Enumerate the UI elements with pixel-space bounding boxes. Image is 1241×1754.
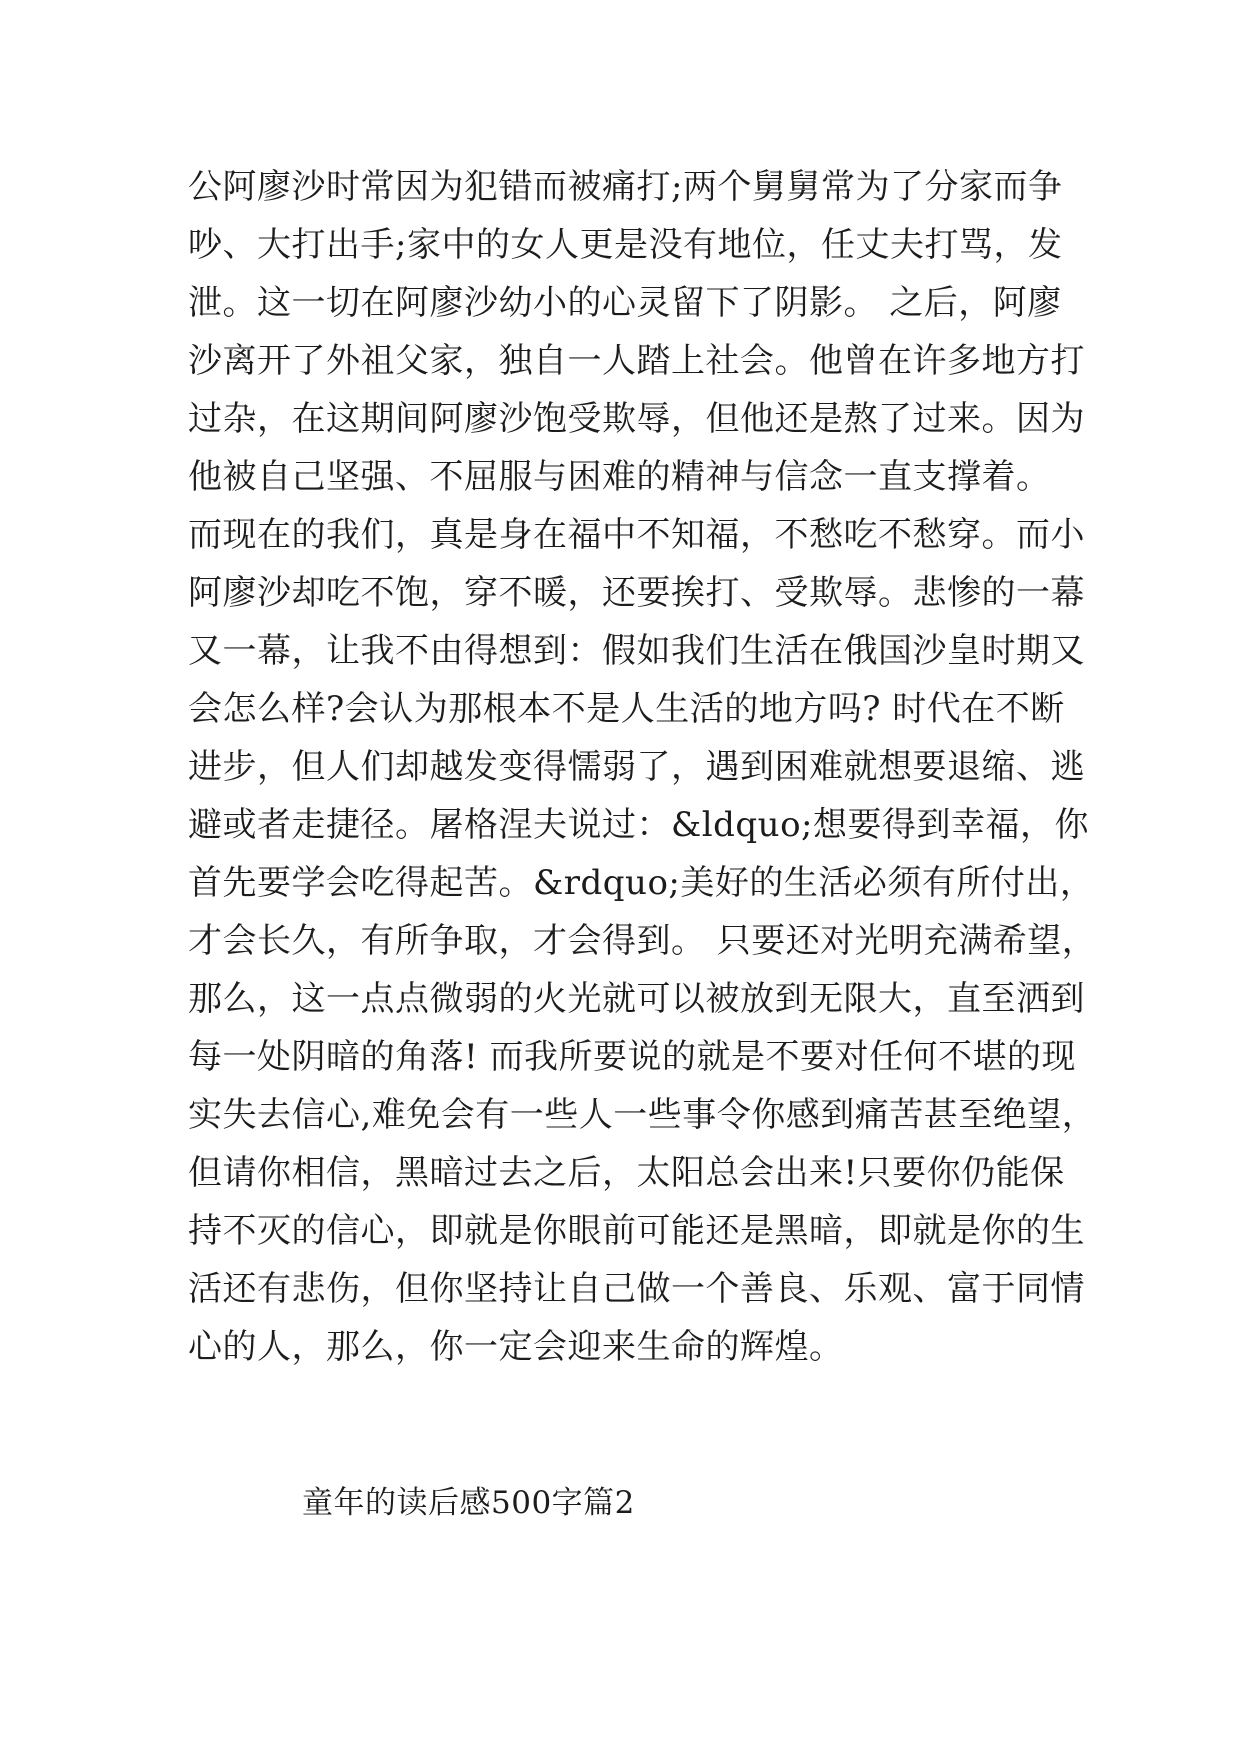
text-line: 阿廖沙却吃不饱，穿不暖，还要挨打、受欺辱。悲惨的一幕 bbox=[188, 573, 1085, 613]
text-line: 他被自己坚强、不屈服与困难的精神与信念一直支撑着。 bbox=[188, 457, 1051, 497]
text-line: 那么，这一点点微弱的火光就可以被放到无限大，直至洒到 bbox=[188, 979, 1085, 1019]
text-line: 吵、大打出手;家中的女人更是没有地位，任丈夫打骂，发 bbox=[188, 225, 1063, 265]
text-line: 才会长久，有所争取，才会得到。 只要还对光明充满希望， bbox=[188, 921, 1097, 961]
text-line: 而现在的我们，真是身在福中不知福，不愁吃不愁穿。而小 bbox=[188, 515, 1085, 555]
text-line: 首先要学会吃得起苦。&rdquo;美好的生活必须有所付出， bbox=[188, 863, 1095, 903]
text-line: 过杂，在这期间阿廖沙饱受欺辱，但他还是熬了过来。因为 bbox=[188, 399, 1085, 439]
text-line: 进步，但人们却越发变得懦弱了，遇到困难就想要退缩、逃 bbox=[188, 747, 1085, 787]
text-line: 心的人，那么，你一定会迎来生命的辉煌。 bbox=[188, 1327, 844, 1367]
text-line: 活还有悲伤，但你坚持让自己做一个善良、乐观、富于同情 bbox=[188, 1269, 1085, 1309]
text-line: 但请你相信，黑暗过去之后，太阳总会出来!只要你仍能保 bbox=[188, 1153, 1065, 1193]
text-line: 持不灭的信心，即就是你眼前可能还是黑暗，即就是你的生 bbox=[188, 1211, 1085, 1251]
text-line: 实失去信心,难免会有一些人一些事令你感到痛苦甚至绝望， bbox=[188, 1095, 1097, 1135]
text-line: 泄。这一切在阿廖沙幼小的心灵留下了阴影。 之后，阿廖 bbox=[188, 283, 1062, 323]
text-line: 避或者走捷径。屠格涅夫说过：&ldquo;想要得到幸福，你 bbox=[188, 805, 1089, 845]
section-heading: 童年的读后感500字篇2 bbox=[302, 1485, 635, 1521]
text-line: 每一处阴暗的角落! 而我所要说的就是不要对任何不堪的现 bbox=[188, 1037, 1076, 1077]
body-text bbox=[188, 158, 1097, 1376]
text-line: 公阿廖沙时常因为犯错而被痛打;两个舅舅常为了分家而争 bbox=[188, 167, 1063, 207]
text-line: 会怎么样?会认为那根本不是人生活的地方吗? 时代在不断 bbox=[188, 689, 1065, 729]
text-line: 沙离开了外祖父家，独自一人踏上社会。他曾在许多地方打 bbox=[188, 341, 1085, 381]
text-line: 又一幕，让我不由得想到：假如我们生活在俄国沙皇时期又 bbox=[188, 631, 1085, 671]
